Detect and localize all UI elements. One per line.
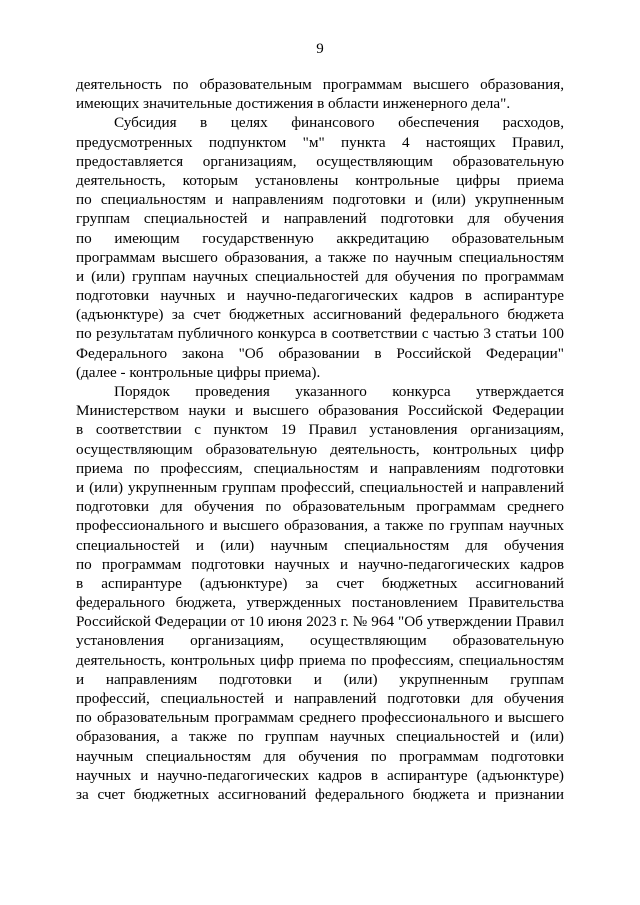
text-line: за счет бюджетных ассигнований федерального бюджета и признании xyxy=(76,785,564,803)
text-line: по программам подготовки научных и научно-педагогических кадров xyxy=(76,555,564,573)
text-line: приема по профессиям, специальностям и направлениям подготовки xyxy=(76,459,564,477)
text-line: деятельность, которым установлены контрольные цифры приема xyxy=(76,171,564,189)
text-line: предусмотренных подпунктом "м" пункта 4 настоящих Правил, xyxy=(76,133,564,151)
text-line: программам высшего образования, а также по научным специальностям xyxy=(76,248,564,266)
text-line: подготовки научных и научно-педагогических кадров в аспирантуре xyxy=(76,287,564,305)
text-line: по образовательным программам среднего профессионального и высшего xyxy=(76,709,564,727)
text-line: Федерального закона "Об образовании в Российской Федерации" xyxy=(76,344,564,362)
text-line: по имеющим государственную аккредитацию образовательным xyxy=(76,229,564,247)
text-line: Российской Федерации от 10 июня 2023 г. № 964 "Об утверждении Правил xyxy=(76,613,564,631)
text-line: осуществляющим образовательную деятельность, контрольных цифр xyxy=(76,440,564,458)
text-line: в соответствии с пунктом 19 Правил установления организациям, xyxy=(76,421,564,439)
text-line: и (или) группам научных специальностей для обучения по программам xyxy=(76,267,564,285)
text-line: Субсидия в целях финансового обеспечения расходов, xyxy=(114,114,564,132)
text-line: и (или) укрупненным группам профессий, специальностей и направлений xyxy=(76,478,564,496)
paragraph-2 xyxy=(76,113,564,382)
text-line: по специальностям и направлениям подготовки и (или) укрупненным xyxy=(76,191,564,209)
paragraph-1 xyxy=(76,75,564,113)
text-line: группам специальностей и направлений подготовки для обучения xyxy=(76,210,564,228)
paragraph-3 xyxy=(76,382,564,804)
text-line: предоставляется организациям, осуществляющим образовательную xyxy=(76,152,564,170)
text-line: подготовки для обучения по образовательным программам среднего xyxy=(76,498,564,516)
text-line: и направлениям подготовки и (или) укрупненным группам xyxy=(76,670,564,688)
text-line: деятельность, контрольных цифр приема по профессиям, специальностям xyxy=(76,651,564,669)
text-line: по результатам публичного конкурса в соответствии с частью 3 статьи 100 xyxy=(76,325,564,343)
text-line: имеющих значительные достижения в области инженерного дела". xyxy=(76,95,511,113)
text-line: профессий, специальностей и направлений подготовки для обучения xyxy=(76,690,564,707)
text-line: установления организациям, осуществляющим образовательную xyxy=(76,632,564,650)
text-line: образования, а также по группам научных специальностей и (или) xyxy=(76,728,564,746)
text-line: (далее - контрольные цифры приема). xyxy=(76,363,321,381)
text-line: научных и научно-педагогических кадров в аспирантуре (адъюнктуре) xyxy=(76,766,564,784)
text-line: Министерством науки и высшего образования Российской Федерации xyxy=(76,402,564,420)
text-line: профессионального и высшего образования, а также по группам научных xyxy=(76,517,564,535)
text-line: Порядок проведения указанного конкурса утверждается xyxy=(114,383,564,400)
text-line: (адъюнктуре) за счет бюджетных ассигнований федерального бюджета xyxy=(76,306,564,324)
document-body xyxy=(76,75,564,804)
text-line: специальностей и (или) научным специальностям для обучения xyxy=(76,536,564,554)
text-line: в аспирантуре (адъюнктуре) за счет бюджетных ассигнований xyxy=(76,574,564,592)
text-line: федерального бюджета, утвержденных постановлением Правительства xyxy=(76,594,564,612)
page-number: 9 xyxy=(316,41,324,57)
text-line: деятельность по образовательным программам высшего образования, xyxy=(76,76,564,93)
text-line: научным специальностям для обучения по программам подготовки xyxy=(76,747,564,765)
